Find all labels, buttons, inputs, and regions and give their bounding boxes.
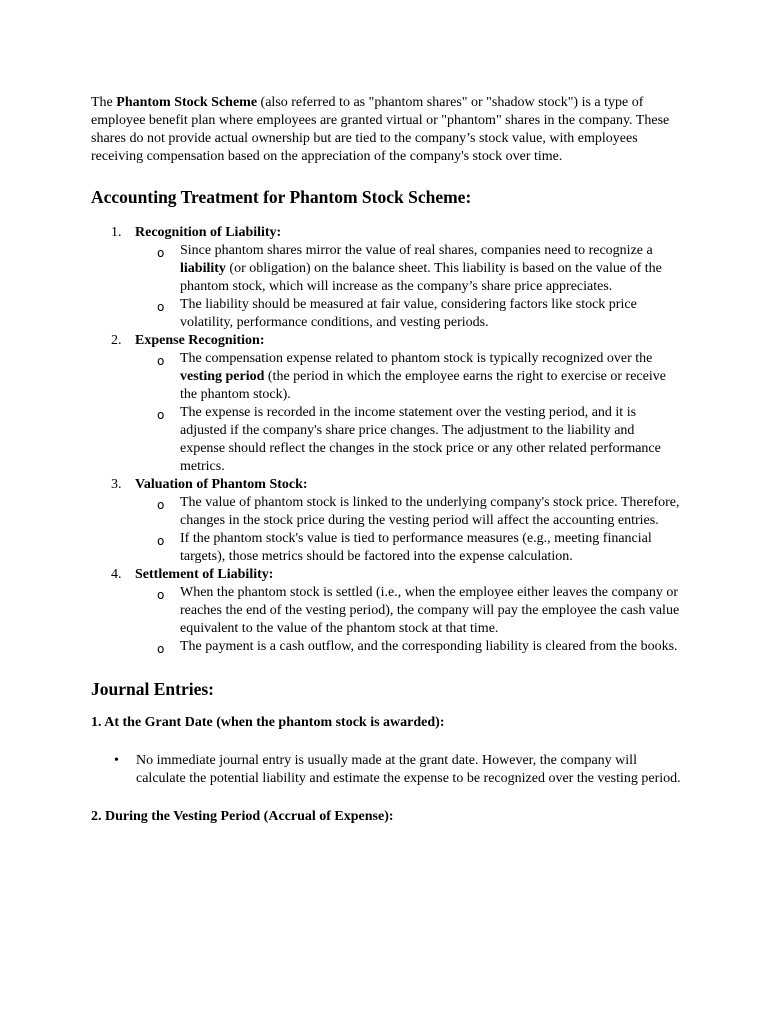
bullet-icon: • — [114, 753, 119, 768]
item-number: 2. — [111, 333, 122, 348]
sub-item — [135, 296, 681, 332]
circle-bullet-icon: o — [157, 354, 165, 368]
accounting-item — [91, 332, 681, 476]
sub-item-text: The value of phantom stock is linked to the underlying company's stock price. Therefore, changes in the stock price during the vesting period will affect the accounting entries. — [180, 495, 680, 528]
sub-item — [135, 530, 681, 566]
grant-date-item — [91, 752, 681, 788]
sub-list — [135, 242, 681, 332]
intro-term: Phantom Stock Scheme — [116, 95, 258, 110]
item-title: Recognition of Liability: — [135, 225, 282, 240]
vesting-period-heading: 2. During the Vesting Period (Accrual of Expense): — [91, 809, 394, 824]
sub-list — [135, 584, 681, 656]
intro-prefix: The — [91, 95, 117, 110]
item-number: 4. — [111, 567, 122, 582]
accounting-item — [91, 566, 681, 656]
sub-item — [135, 404, 681, 476]
circle-bullet-icon: o — [157, 642, 165, 656]
grant-date-text: No immediate journal entry is usually made at the grant date. However, the company will calculate the potential liability and estimate the expense to be recognized over the vesting period. — [136, 753, 681, 786]
item-title: Settlement of Liability: — [135, 567, 274, 582]
sub-list — [135, 350, 681, 476]
circle-bullet-icon: o — [157, 408, 165, 422]
item-number: 1. — [111, 225, 122, 240]
circle-bullet-icon: o — [157, 300, 165, 314]
journal-entries-heading: Journal Entries: — [91, 679, 214, 699]
accounting-item — [91, 476, 681, 566]
sub-item-text: When the phantom stock is settled (i.e., when the employee either leaves the company or reaches the end of the vesting period), the company will pay the employee the cash value equivalent to the value of the phantom stock at that time. — [180, 585, 680, 636]
grant-date-list — [91, 752, 681, 788]
circle-bullet-icon: o — [157, 498, 165, 512]
sub-item-text: Since phantom shares mirror the value of real shares, companies need to recognize a — [180, 243, 653, 258]
accounting-list — [91, 224, 681, 656]
document-page — [91, 94, 681, 846]
accounting-item — [91, 224, 681, 332]
intro-paragraph — [91, 94, 681, 166]
sub-item-emphasis: vesting period — [180, 369, 265, 384]
sub-item — [135, 242, 681, 296]
item-title: Valuation of Phantom Stock: — [135, 477, 308, 492]
sub-item — [135, 350, 681, 404]
sub-item-text: The liability should be measured at fair value, considering factors like stock price volatility, performance conditions, and vesting periods. — [180, 297, 637, 330]
sub-item — [135, 638, 681, 656]
circle-bullet-icon: o — [157, 534, 165, 548]
sub-item-text: The payment is a cash outflow, and the corresponding liability is cleared from the books. — [180, 639, 678, 654]
sub-item — [135, 494, 681, 530]
item-number: 3. — [111, 477, 122, 492]
intro-text: (also referred to as "phantom shares" or "shadow stock") is a type of employee benefit plan where employees are granted virtual or "phantom" shares in the company. These shares do not provide actual ownership but are tied to the company’s stock value, with employees receiving compensation based on the appreciation of the company's stock over time. — [91, 95, 670, 164]
sub-item — [135, 584, 681, 638]
circle-bullet-icon: o — [157, 588, 165, 602]
sub-list — [135, 494, 681, 566]
sub-item-text: The compensation expense related to phantom stock is typically recognized over the — [180, 351, 653, 366]
grant-date-heading: 1. At the Grant Date (when the phantom stock is awarded): — [91, 715, 445, 730]
sub-item-emphasis: liability — [180, 261, 226, 276]
sub-item-text-tail: (the period in which the employee earns the right to exercise or receive the phantom stock). — [180, 369, 666, 402]
sub-item-text-tail: (or obligation) on the balance sheet. This liability is based on the value of the phantom stock, which will increase as the company’s share price appreciates. — [180, 261, 662, 294]
item-title: Expense Recognition: — [135, 333, 265, 348]
accounting-heading: Accounting Treatment for Phantom Stock Scheme: — [91, 187, 472, 207]
sub-item-text: The expense is recorded in the income statement over the vesting period, and it is adjusted if the company's share price changes. The adjustment to the liability and expense should reflect the changes in the stock price or any other related performance metrics. — [180, 405, 661, 474]
sub-item-text: If the phantom stock's value is tied to performance measures (e.g., meeting financial targets), those metrics should be factored into the expense calculation. — [180, 531, 652, 564]
circle-bullet-icon: o — [157, 246, 165, 260]
